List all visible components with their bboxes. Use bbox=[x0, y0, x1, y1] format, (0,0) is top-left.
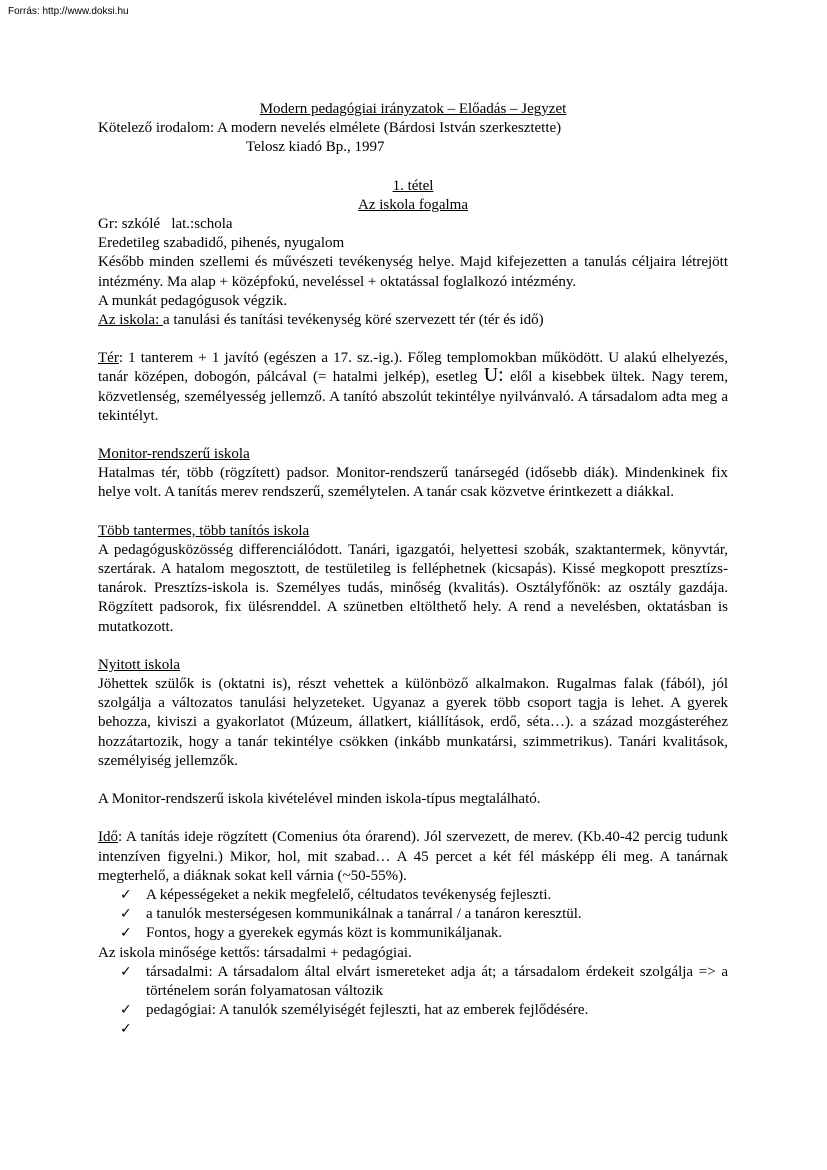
multi-heading: Több tantermes, több tanítós iskola bbox=[98, 522, 310, 539]
space-text-b: elől a kisebbek ültek. Nagy terem, közvetlenség, személyesség jellemző. A tanító abszolút tekintélye nyilvánvaló. A társadalom adta meg a tekintélyt. bbox=[98, 369, 728, 424]
space-paragraph bbox=[98, 349, 728, 426]
space-label: Tér bbox=[98, 350, 119, 367]
school-definition bbox=[98, 311, 728, 330]
checkmark-icon: ✓ bbox=[120, 886, 132, 903]
list-item bbox=[120, 886, 728, 905]
time-checklist bbox=[98, 886, 728, 944]
open-heading: Nyitott iskola bbox=[98, 656, 181, 673]
document-page bbox=[98, 100, 728, 1039]
open-paragraph: Jöhettek szülők is (oktatni is), részt vehettek a különböző alkalmakon. Rugalmas falak (fából), jól szolgálja a változatos tanulási helyzeteket. Ugyanaz a gyerek több csoport tagja is lehet. A gyerek behozza, kiviszi a gyakorlatot (Múzeum, állatkert, kiállítások, erdő, séta…). a század mozgásteréhez hozzátartozik, hogy a tanár tekintélye csökken (inkább munkatársi, szimmetrikus). Tanári kvalitások, személyiség jellemzők. bbox=[98, 676, 728, 769]
list-item-text: pedagógiai: A tanulók személyiségét fejleszti, hat az emberek fejlődésére. bbox=[146, 1002, 589, 1019]
list-item bbox=[120, 905, 728, 924]
time-label: Idő bbox=[98, 829, 118, 846]
u-shape-mark: U: bbox=[483, 364, 504, 387]
list-item bbox=[120, 1020, 728, 1039]
list-item bbox=[120, 963, 728, 1001]
checkmark-icon: ✓ bbox=[120, 906, 132, 923]
definition-label: Az iskola: bbox=[98, 312, 163, 329]
literature-line: Kötelező irodalom: A modern nevelés elmélete (Bárdosi István szerkesztette) bbox=[98, 120, 562, 137]
history-paragraph: Később minden szellemi és művészeti tevékenység helye. Majd kifejezetten a tanulás céljaira létrejött intézmény. Ma alap + középfokú, neveléssel + oktatással foglalkozó intézmény. bbox=[98, 254, 728, 290]
list-item bbox=[120, 924, 728, 943]
checkmark-icon: ✓ bbox=[120, 963, 132, 980]
space-text-a: : 1 tanterem + 1 javító (egészen a 17. sz.-ig.). Főleg templomokban működött. U alakú elhelyezés, tanár középen, dobogón, pálcával (= hatalmi jelkép), esetleg bbox=[98, 350, 728, 386]
monitor-paragraph: Hatalmas tér, több (rögzített) padsor. Monitor-rendszerű tanársegéd (idősebb diák). Mindenkinek fix helye volt. A tanítás merev rendszerű, személytelen. A tanár csak közvetve érintkezett a diákkal. bbox=[98, 465, 728, 501]
time-paragraph bbox=[98, 828, 728, 886]
publisher-line: Telosz kiadó Bp., 1997 bbox=[246, 139, 385, 156]
teachers-line: A munkát pedagógusok végzik. bbox=[98, 292, 288, 309]
topic-title: Az iskola fogalma bbox=[358, 196, 468, 213]
checkmark-icon: ✓ bbox=[120, 925, 132, 942]
list-item-text: Fontos, hogy a gyerekek egymás közt is kommunikáljanak. bbox=[146, 925, 503, 942]
document-title: Modern pedagógiai irányzatok – Előadás – Jegyzet bbox=[259, 101, 567, 117]
time-text: : A tanítás ideje rögzített (Comenius óta órarend). Jól szervezett, de merev. (Kb.40-42 percig tudunk intenzíven figyelni.) Mikor, hol, mit szabad… A 45 percet a két fél másképp éli meg. A tanárnak megterhelő, a diáknak sokat kell várnia (~50-55%). bbox=[98, 829, 728, 884]
monitor-heading: Monitor-rendszerű iskola bbox=[98, 446, 250, 463]
list-item-text: a tanulók mesterségesen kommunikálnak a tanárral / a tanáron keresztül. bbox=[146, 906, 582, 923]
source-url: Forrás: http://www.doksi.hu bbox=[8, 6, 129, 17]
list-item bbox=[120, 1001, 728, 1020]
checkmark-icon: ✓ bbox=[120, 1002, 132, 1019]
quality-checklist bbox=[98, 963, 728, 1040]
list-item-text: A képességeket a nekik megfelelő, céltudatos tevékenység fejleszti. bbox=[146, 886, 552, 903]
etymology-line: Gr: szkólé lat.:schola bbox=[98, 216, 233, 233]
definition-text: a tanulási és tanítási tevékenység köré szervezett tér (tér és idő) bbox=[163, 312, 544, 329]
list-item-text: társadalmi: A társadalom által elvárt ismereteket adja át; a társadalom érdekeit szolgálja => a történelem során folyamatosan változik bbox=[146, 963, 728, 999]
quality-intro: Az iskola minősége kettős: társadalmi + pedagógiai. bbox=[98, 944, 412, 961]
summary-line: A Monitor-rendszerű iskola kivételével minden iskola-típus megtalálható. bbox=[98, 791, 541, 808]
checkmark-icon: ✓ bbox=[120, 1021, 132, 1038]
origin-line: Eredetileg szabadidő, pihenés, nyugalom bbox=[98, 235, 345, 252]
multi-paragraph: A pedagógusközösség differenciálódott. Tanári, igazgatói, helyettesi szobák, szaktantermek, könyvtár, szertárak. A hatalom megosztott, de testületileg is felléphetnek (kicsapás). Kissé megkopott presztízs-tanárok. Presztízs-iskola is. Személyes tudás, minőség (kvalitás). Osztályfőnök: az osztály gazdája. Rögzített padsorok, fix ülésrenddel. A szünetben eltölthető hely. A rend a nevelésben, oktatásban is mutatkozott. bbox=[98, 541, 728, 635]
topic-number: 1. tétel bbox=[392, 177, 434, 194]
